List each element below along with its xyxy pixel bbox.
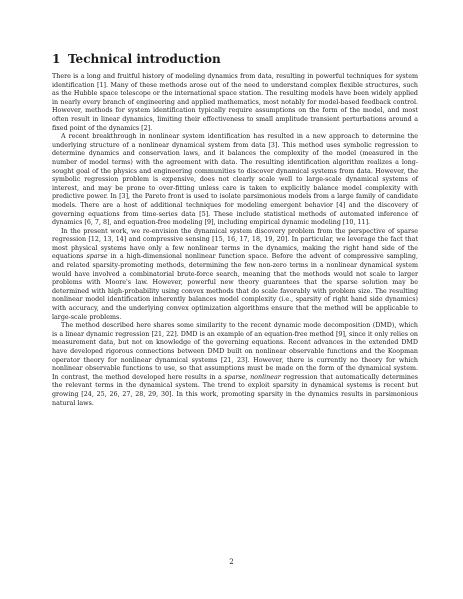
- paragraph-2: A recent breakthrough in nonlinear system identification has resulted in a new approach to determine the underlying structure of a nonlinear dynamical system from data [3]. This method uses symbolic regression to determine dynamics and conservation laws, and it balances the complexity of the model (measured in the number of model terms) with the agreement with data. The resulting identification algorithm realizes a long-sought goal of the physics and engineering communities to discover dynamical systems from data. However, the symbolic regression problem is expensive, does not clearly scale well to large-scale dynamical systems of interest, and may be prone to over-fitting unless care is taken to explicitly balance model complexity with predictive power. In [3], the Pareto front is used to isolate parsimonious models from a large family of candidate models. There are a host of additional techniques for modeling emergent behavior [4] and the discovery of governing equations from time-series data [5]. These include statistical methods of automated inference of dynamics [6, 7, 8], and equation-free modeling [9], including empirical dynamic modeling [10, 11].: [52, 133, 418, 227]
- section-number: 1: [52, 52, 61, 66]
- emphasis-text: sparse: [86, 253, 108, 261]
- section-title: Technical introduction: [68, 52, 221, 66]
- paragraph-4: The method described here shares some similarity to the recent dynamic mode decomposition (DMD), which is a linear dynamic regression [21, 22]. DMD is an example of an equation-free method [9], since it only relies on measurement data, but not on knowledge of the governing equations. Recent advances in the extended DMD have developed rigorous connections between DMD built on nonlinear observable functions and the Koopman operator theory for nonlinear dynamical systems [21, 23]. However, there is currently no theory for which nonlinear observable functions to use, so that assumptions must be made on the form of the dynamical system. In contrast, the method developed here results in a sparse, nonlinear regression that automatically determines the relevant terms in the dynamical system. The trend to exploit sparsity in dynamical systems is recent but growing [24, 25, 26, 27, 28, 29, 30]. In this work, promoting sparsity in the dynamics results in parsimonious natural laws.: [52, 322, 418, 407]
- section-heading: [52, 51, 422, 67]
- paragraph-3: In the present work, we re-envision the dynamical system discovery problem from the perspective of sparse regression [12, 13, 14] and compressive sensing [15, 16, 17, 18, 19, 20]. In particular, we leverage the fact that most physical systems have only a few nonlinear terms in the dynamics, making the right hand side of the equations sparse in a high-dimensional nonlinear function space. Before the advent of compressive sampling, and related sparsity-promoting methods, determining the few non-zero terms in a nonlinear dynamical system would have involved a combinatorial brute-force search, meaning that the methods would not scale to larger problems with Moore's law. However, powerful new theory guarantees that the sparse solution may be determined with high-probability using convex methods that do scale favorably with problem size. The resulting nonlinear model identification inherently balances model complexity (i.e., sparsity of right hand side dynamics) with accuracy, and the underlying convex optimization algorithms ensure that the method will be applicable to large-scale problems.: [52, 227, 418, 321]
- emphasis-text: sparse, nonlinear: [224, 373, 281, 381]
- body-text: [52, 73, 418, 408]
- page-number: 2: [229, 558, 234, 566]
- paragraph-1: There is a long and fruitful history of modeling dynamics from data, resulting in powerful techniques for system identification [1]. Many of these methods arose out of the need to understand complex flexible structures, such as the Hubble space telescope or the international space station. The resulting models have been widely applied in nearly every branch of engineering and applied mathematics, most notably for model-based feedback control. However, methods for system identification typically require assumptions on the form of the model, and most often result in linear dynamics, limiting their effectiveness to small amplitude transient perturbations around a fixed point of the dynamics [2].: [52, 73, 418, 132]
